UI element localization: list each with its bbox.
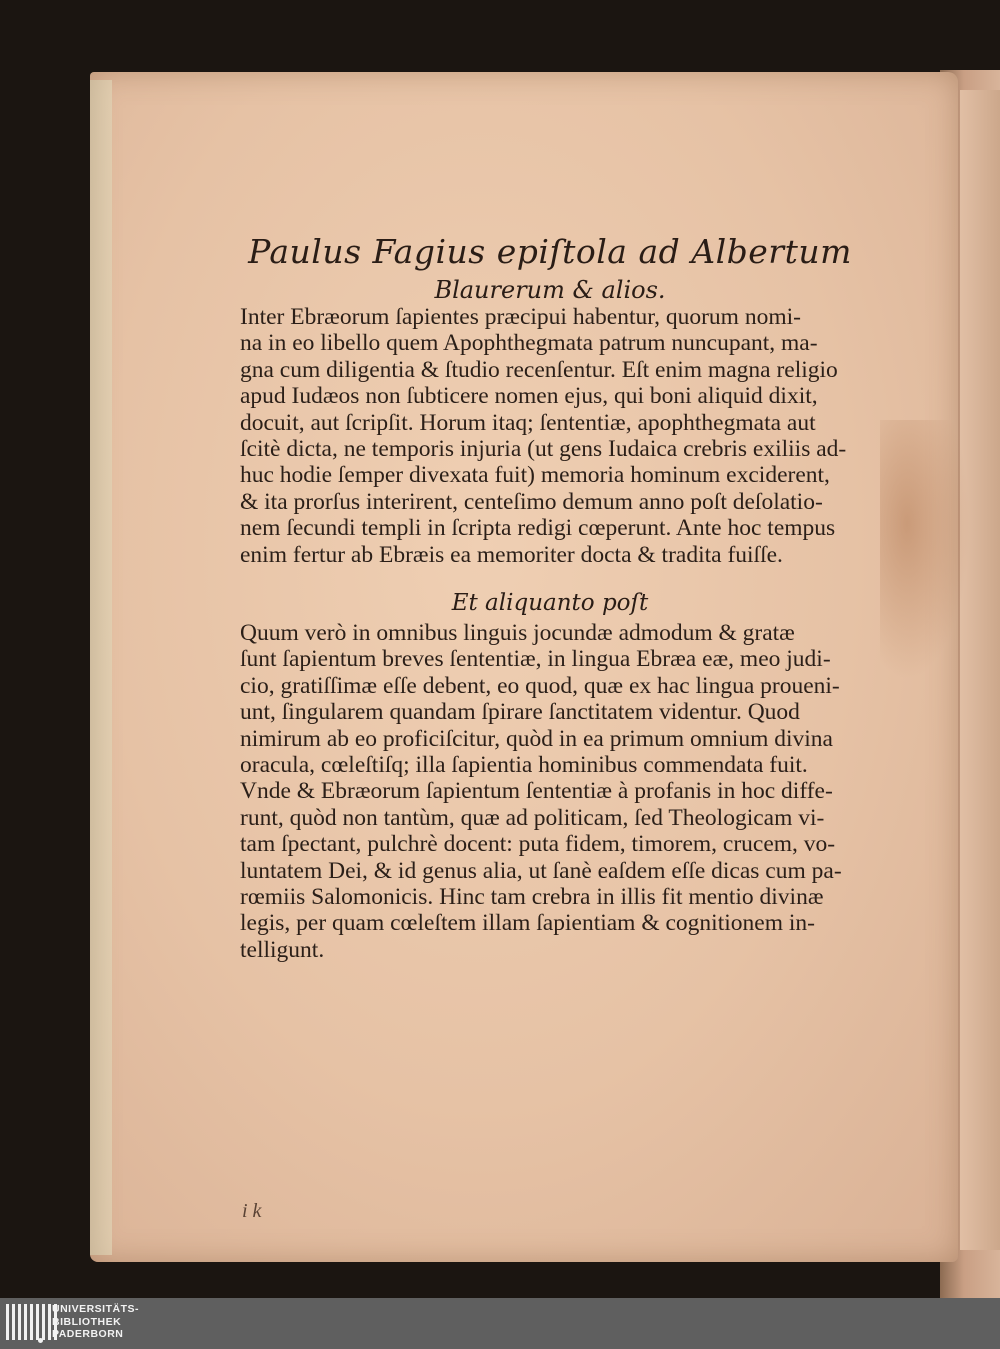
page-gutter	[90, 80, 112, 1255]
text-line: cio, gratiſſimæ eſſe debent, eo quod, quæ ex hac lingua proueni-	[240, 672, 840, 699]
library-footer-bar	[0, 1298, 1000, 1349]
text-line: rœmiis Salomonicis. Hinc tam crebra in illis fit mentio divinæ	[240, 883, 824, 910]
paragraph-2	[240, 620, 905, 963]
text-line: nimirum ab eo proficiſcitur, quòd in ea primum omnium divina	[240, 725, 833, 752]
text-line: Vnde & Ebræorum ſapientum ſententiæ à profanis in hoc diffe-	[240, 778, 833, 805]
text-line: oracula, cœleſtiſq; illa ſapientia hominibus commendata fuit.	[240, 751, 808, 778]
library-logo-icon	[6, 1304, 57, 1340]
text-line: apud Iudæos non ſubticere nomen ejus, qui boni aliquid dixit,	[240, 383, 818, 410]
text-line: tam ſpectant, pulchrè docent: puta fidem, timorem, crucem, vo-	[240, 831, 836, 858]
text-line: docuit, aut ſcripſit. Horum itaq; ſententiæ, apophthegmata aut	[240, 409, 816, 436]
text-line: Inter Ebræorum ſapientes præcipui habentur, quorum nomi-	[240, 304, 801, 330]
text-line: huc hodie ſemper divexata fuit) memoria hominum exciderent,	[240, 462, 830, 489]
page-title: Paulus Fagius epiſtola ad Albertum	[248, 232, 852, 271]
section-subheading: Et aliquanto poſt	[451, 590, 649, 616]
text-line: ſunt ſapientum breves ſententiæ, in lingua Ebræa eæ, meo judi-	[240, 646, 831, 673]
text-line: gna cum diligentia & ſtudio recenſentur. Eſt enim magna religio	[240, 356, 838, 383]
logo-dot-icon	[38, 1338, 43, 1343]
text-line: runt, quòd non tantùm, quæ ad politicam, ſed Theologicam vi-	[240, 804, 825, 831]
logo-line: UNIVERSITÄTS-	[52, 1303, 140, 1315]
text-line: nem ſecundi templi in ſcripta redigi cœperunt. Ante hoc tempus	[240, 515, 836, 542]
text-line: enim fertur ab Ebræis ea memoriter docta & tradita fuiſſe.	[240, 541, 783, 568]
text-line: luntatem Dei, & id genus alia, ut ſanè eaſdem eſſe dicas cum pa-	[240, 857, 842, 884]
text-line: unt, ſingularem quandam ſpirare ſanctitatem videntur. Quod	[240, 699, 800, 726]
text-line: na in eo libello quem Apophthegmata patrum nuncupant, ma-	[240, 330, 818, 357]
margin-marks: i k	[242, 1200, 262, 1222]
text-line: Quum verò in omnibus linguis jocundæ admodum & gratæ	[240, 620, 795, 646]
text-line: ſcitè dicta, ne temporis injuria (ut gens Iudaica crebris exiliis ad-	[240, 435, 847, 462]
logo-line: PADERBORN	[52, 1328, 124, 1340]
page-subtitle: Blaurerum & alios.	[434, 276, 666, 304]
paragraph-1	[240, 304, 905, 568]
library-logo-text	[52, 1303, 139, 1341]
logo-line: BIBLIOTHEK	[52, 1315, 122, 1328]
text-line: & ita prorſus interirent, centeſimo demum anno poſt deſolatio-	[240, 488, 823, 515]
text-line: telligunt.	[240, 936, 325, 963]
text-line: legis, per quam cœleſtem illam ſapientiam & cognitionem in-	[240, 910, 815, 937]
